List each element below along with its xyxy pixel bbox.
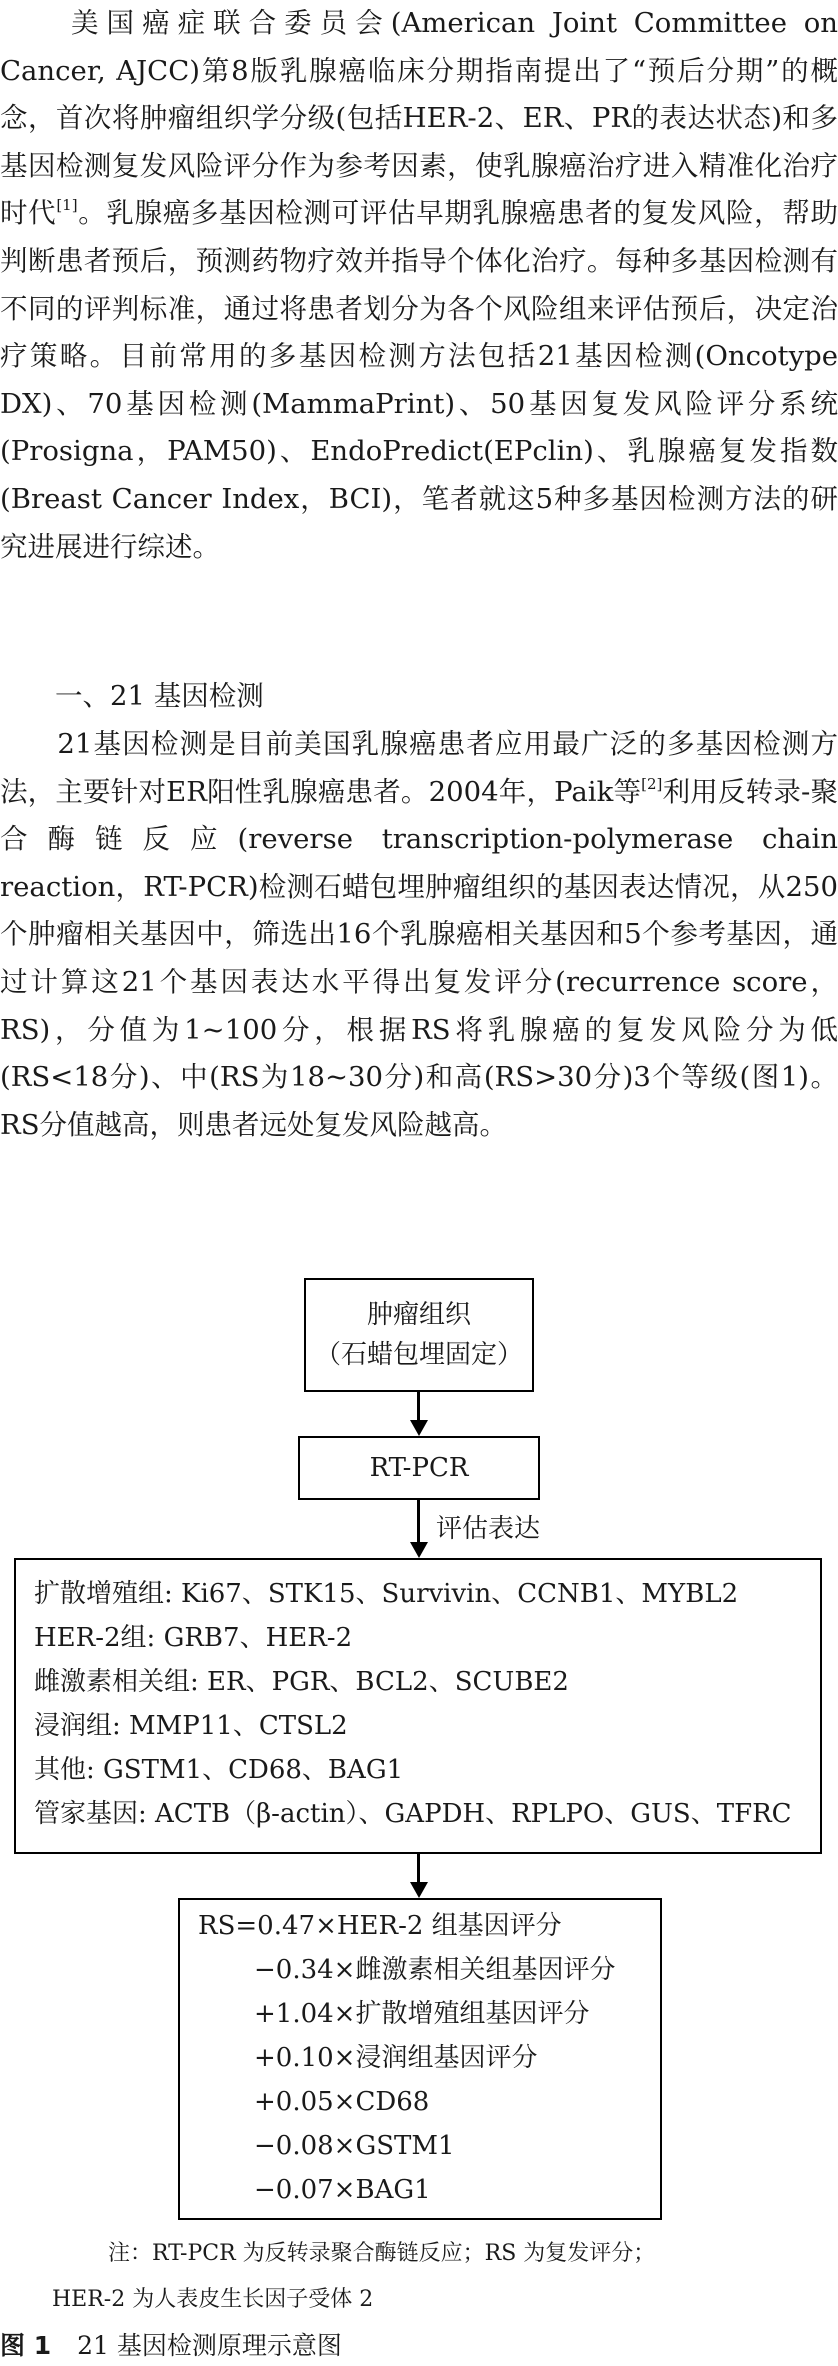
paraffin-embedded-label: （石蜡包埋固定） <box>314 1340 523 1370</box>
tumor-tissue-label: 肿瘤组织 <box>366 1300 471 1330</box>
arrow-3-head-icon <box>410 1882 428 1898</box>
gene-group-other: 其他: GSTM1、CD68、BAG1 <box>34 1755 404 1785</box>
rs-formula-box <box>178 1898 662 2220</box>
gene-group-her2: HER-2组: GRB7、HER-2 <box>34 1623 353 1653</box>
arrow-2-head-icon <box>410 1542 428 1558</box>
formula-line-2: −0.34×雌激素相关组基因评分 <box>254 1955 616 1985</box>
section-text-2: 利用反转录-聚合酶链反应(reverse transcription-polymerase chain reaction，RT-PCR)检测石蜡包埋肿瘤组织的基因表达情况，从250个肿瘤相关基因中，筛选出16个乳腺癌相关基因和5个参考基因，通过计算这21个基因表达水平得出复发评分(recurrence score，RS)，分值为1~100分，根据RS将乳腺癌的复发风险分为低(RS<18分)、中(RS为18~30分)和高(RS>30分)3个等级(图1)。RS分值越高，则患者远处复发风险越高。 <box>0 775 838 1141</box>
figure-caption-text: 21 基因检测原理示意图 <box>77 2331 342 2360</box>
formula-line-1: RS=0.47×HER-2 组基因评分 <box>198 1911 562 1941</box>
gene-group-estrogen: 雌激素相关组: ER、PGR、BCL2、SCUBE2 <box>34 1667 569 1697</box>
formula-line-5: +0.05×CD68 <box>254 2087 430 2117</box>
formula-line-3: +1.04×扩散增殖组基因评分 <box>254 1999 590 2029</box>
intro-paragraph <box>0 0 838 571</box>
gene-group-proliferation: 扩散增殖组: Ki67、STK15、Survivin、CCNB1、MYBL2 <box>34 1579 739 1609</box>
figure-note-line-1: 注：RT-PCR 为反转录聚合酶链反应；RS 为复发评分； <box>108 2241 656 2266</box>
intro-text-2: 。乳腺癌多基因检测可评估早期乳腺癌患者的复发风险，帮助判断患者预后，预测药物疗效并指导个体化治疗。每种多基因检测有不同的评判标准，通过将患者划分为各个风险组来评估预后，决定治疗策略。目前常用的多基因检测方法包括21基因检测(Oncotype DX)、70基因检测(MammaPrint)、50基因复发风险评分系统(Prosigna，PAM50)、EndoPredict(EPclin)、乳腺癌复发指数(Breast Cancer Index，BCI)，笔者就这5种多基因检测方法的研究进展进行综述。 <box>0 197 838 563</box>
figure-caption <box>0 2326 342 2362</box>
reference-1-link[interactable]: [1] <box>56 196 78 215</box>
gene-group-housekeeping: 管家基因: ACTB（β-actin）、GAPDH、RPLPO、GUS、TFRC <box>34 1799 792 1829</box>
gene-group-invasion: 浸润组: MMP11、CTSL2 <box>34 1711 348 1741</box>
section-text-1: 21基因检测是目前美国乳腺癌患者应用最广泛的多基因检测方法，主要针对ER阳性乳腺癌患者。2004年，Paik等 <box>0 728 838 808</box>
gene-groups-box <box>14 1558 822 1854</box>
evaluate-expression-label: 评估表达 <box>436 1514 541 1544</box>
figure-caption-label: 图 1 <box>0 2331 52 2360</box>
arrow-2-shaft <box>417 1500 420 1544</box>
reference-2-link[interactable]: [2] <box>641 774 663 793</box>
arrow-1-shaft <box>417 1392 420 1422</box>
rt-pcr-box <box>298 1436 540 1500</box>
tumor-tissue-box <box>304 1278 534 1392</box>
intro-text-1: 美国癌症联合委员会(American Joint Committee on Cancer, AJCC)第8版乳腺癌临床分期指南提出了“预后分期”的概念，首次将肿瘤组织学分级(包括HER-2、ER、PR的表达状态)和多基因检测复发风险评分作为参考因素，使乳腺癌治疗进入精准化治疗时代 <box>0 7 838 230</box>
formula-line-6: −0.08×GSTM1 <box>254 2131 455 2161</box>
arrow-1-head-icon <box>410 1420 428 1436</box>
section-paragraph <box>0 721 838 1149</box>
formula-line-4: +0.10×浸润组基因评分 <box>254 2043 538 2073</box>
rt-pcr-label: RT-PCR <box>369 1453 469 1483</box>
arrow-3-shaft <box>417 1854 420 1884</box>
figure-note-line-2: HER-2 为人表皮生长因子受体 2 <box>52 2287 374 2312</box>
formula-line-7: −0.07×BAG1 <box>254 2175 431 2205</box>
section-heading-21-gene: 一、21 基因检测 <box>0 680 264 712</box>
